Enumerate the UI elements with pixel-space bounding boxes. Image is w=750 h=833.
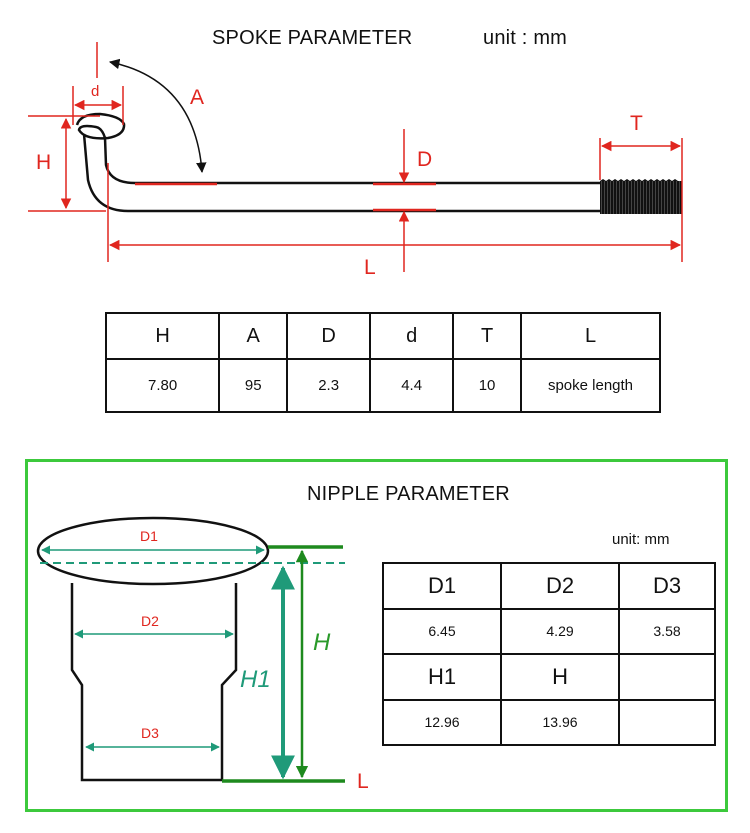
- label-nipple-l: L: [357, 770, 369, 793]
- table-cell: 12.96: [383, 700, 501, 746]
- label-d: d: [91, 83, 100, 100]
- table-header-cell: D: [287, 313, 370, 359]
- table-header-cell: T: [453, 313, 521, 359]
- spoke-title: SPOKE PARAMETER: [212, 27, 413, 49]
- table-header-cell: D2: [501, 563, 619, 609]
- label-h: H: [36, 151, 52, 174]
- table-header-cell: H: [106, 313, 219, 359]
- table-header-cell: H: [501, 654, 619, 700]
- table-cell: spoke length: [521, 359, 660, 412]
- table-header-cell: [619, 654, 715, 700]
- label-d3: D3: [141, 725, 159, 741]
- table-header-row: [383, 563, 715, 609]
- label-nipple-h: H: [313, 629, 331, 656]
- table-cell: 7.80: [106, 359, 219, 412]
- table-header-cell: L: [521, 313, 660, 359]
- spoke-unit: unit : mm: [483, 27, 568, 49]
- table-row: [383, 700, 715, 746]
- table-row: [383, 609, 715, 655]
- table-header-cell: A: [219, 313, 287, 359]
- table-cell: [619, 700, 715, 746]
- label-d1: D1: [140, 528, 158, 544]
- table-header-cell: D1: [383, 563, 501, 609]
- table-header-cell: D3: [619, 563, 715, 609]
- table-cell: 4.4: [370, 359, 453, 412]
- table-cell: 13.96: [501, 700, 619, 746]
- label-h1: H1: [240, 666, 271, 693]
- nipple-title: NIPPLE PARAMETER: [307, 483, 510, 505]
- table-cell: 3.58: [619, 609, 715, 655]
- label-t: T: [630, 112, 643, 135]
- label-d2: D2: [141, 613, 159, 629]
- table-cell: 2.3: [287, 359, 370, 412]
- label-l: L: [364, 256, 376, 279]
- label-a: A: [190, 86, 205, 109]
- table-header-cell: d: [370, 313, 453, 359]
- label-big-d: D: [417, 148, 433, 171]
- table-header-cell: H1: [383, 654, 501, 700]
- table-cell: 6.45: [383, 609, 501, 655]
- table-cell: 10: [453, 359, 521, 412]
- table-header-row: [383, 654, 715, 700]
- table-cell: 4.29: [501, 609, 619, 655]
- nipple-unit: unit: mm: [612, 531, 670, 548]
- table-cell: 95: [219, 359, 287, 412]
- nipple-parameter-table: [382, 562, 716, 746]
